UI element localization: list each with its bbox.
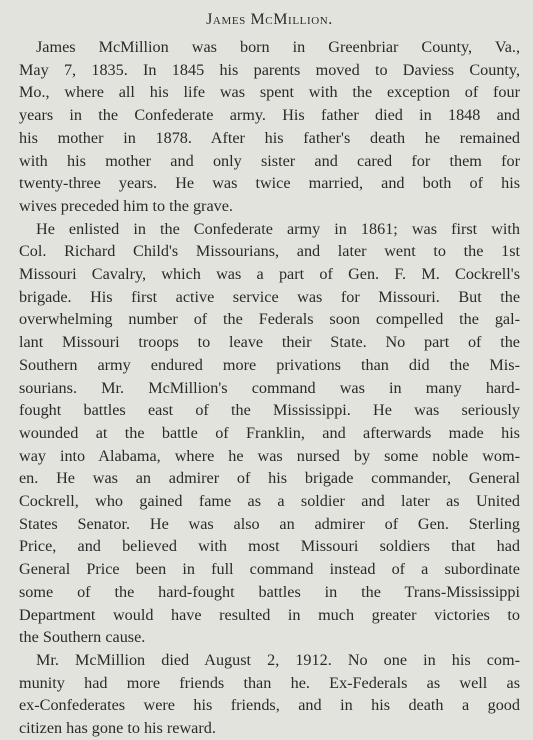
text-line: overwhelming number of the Federals soon compelled the gal- bbox=[19, 310, 520, 329]
text-line: en. He was an admirer of his brigade commander, General bbox=[19, 469, 520, 488]
text-line: brigade. His first active service was for Missouri. But the bbox=[19, 287, 520, 306]
text-line: citizen has gone to his reward. bbox=[19, 719, 216, 738]
text-line: States Senator. He was also an admirer of Gen. Sterling bbox=[19, 514, 520, 533]
text-line: sourians. Mr. McMillion's command was in many hard- bbox=[19, 378, 520, 397]
text-line: fought battles east of the Mississippi. He was seriously bbox=[19, 401, 520, 420]
text-line: with his mother and only sister and cared for them for bbox=[19, 151, 520, 170]
text-line: Col. Richard Child's Missourians, and later went to the 1st bbox=[19, 242, 520, 261]
text-line: munity had more friends than he. Ex-Federals as well as bbox=[19, 673, 520, 692]
article-title: James McMillion. bbox=[206, 11, 333, 28]
text-line: his mother in 1878. After his father's death he remained bbox=[19, 128, 520, 147]
text-line: Mr. McMillion died August 2, 1912. No one in his com- bbox=[36, 650, 520, 669]
text-line: James McMillion was born in Greenbriar County, Va., bbox=[36, 38, 520, 56]
text-line: Southern army endured more privations than did the Mis- bbox=[19, 355, 520, 374]
text-line: May 7, 1835. In 1845 his parents moved to Daviess County, bbox=[19, 60, 520, 79]
text-line: Department would have resulted in much greater victories to bbox=[19, 605, 520, 624]
text-line: wives preceded him to the grave. bbox=[19, 196, 233, 215]
text-line: Mo., where all his life was spent with the exception of four bbox=[19, 83, 520, 102]
text-line: wounded at the battle of Franklin, and afterwards made his bbox=[19, 423, 520, 442]
paragraph-2 bbox=[19, 218, 520, 649]
text-line: some of the hard-fought battles in the Trans-Mississippi bbox=[19, 582, 520, 601]
text-line: lant Missouri troops to leave their State. No part of the bbox=[19, 333, 520, 352]
text-line: Price, and believed with most Missouri soldiers that had bbox=[19, 537, 520, 556]
paragraph-1 bbox=[19, 36, 520, 218]
text-line: He enlisted in the Confederate army in 1861; was first with bbox=[36, 219, 520, 238]
text-line: years in the Confederate army. His father died in 1848 and bbox=[19, 106, 520, 125]
text-line: the Southern cause. bbox=[19, 628, 146, 647]
paragraph-3 bbox=[19, 649, 520, 740]
text-line: twenty-three years. He was twice married, and both of his bbox=[19, 174, 520, 193]
text-line: General Price been in full command instead of a subordinate bbox=[19, 560, 520, 579]
text-line: way into Alabama, where he was nursed by some noble wom- bbox=[19, 446, 520, 465]
text-line: ex-Confederates were his friends, and in his death a good bbox=[19, 696, 520, 715]
text-line: Missouri Cavalry, which was a part of Gen. F. M. Cockrell's bbox=[19, 265, 520, 284]
text-line: Cockrell, who gained fame as a soldier and later as United bbox=[19, 492, 520, 511]
